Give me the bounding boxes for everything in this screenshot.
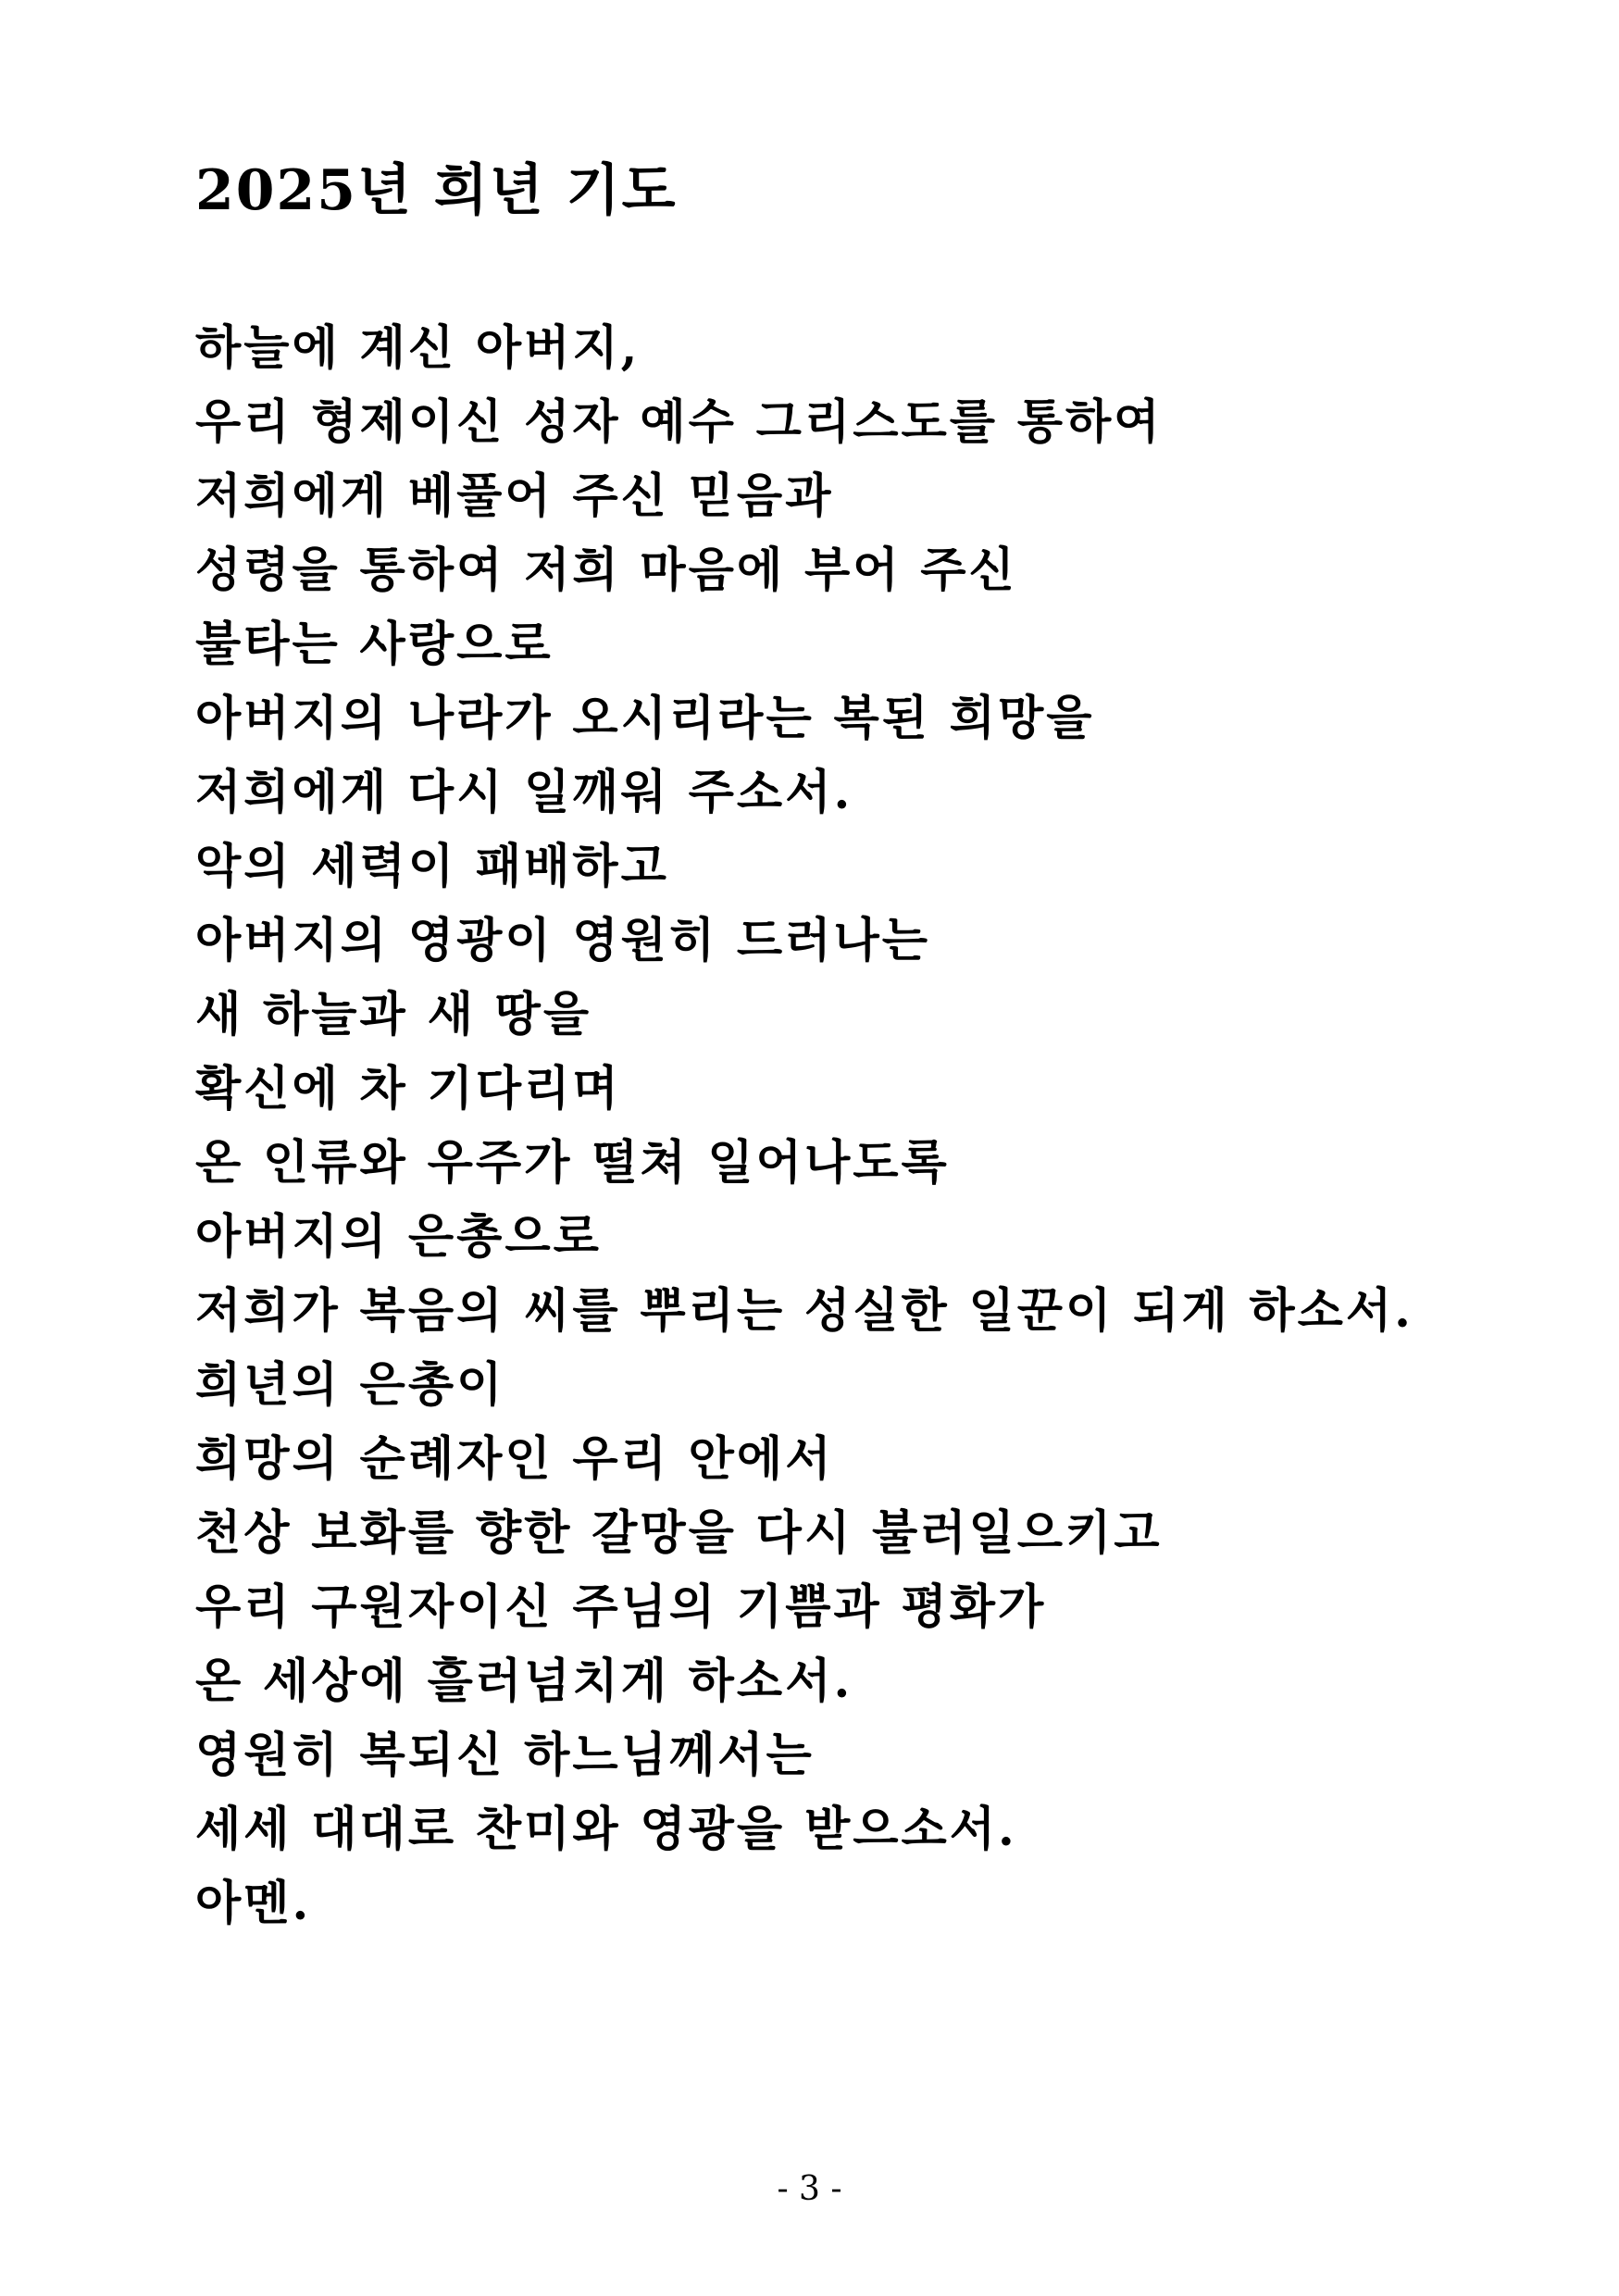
prayer-line: 새 하늘과 새 땅을 [195,987,592,1042]
prayer-line: 세세 대대로 찬미와 영광을 받으소서. [195,1802,1017,1857]
page-number: - 3 - [777,2170,842,2208]
prayer-line: 아멘. [195,1876,312,1931]
prayer-line: 천상 보화를 향한 갈망을 다시 불러일으키고 [195,1505,1163,1561]
prayer-line: 성령을 통하여 저희 마음에 부어 주신 [195,543,1017,598]
prayer-line: 아버지의 영광이 영원히 드러나는 [195,913,930,968]
prayer-line: 영원히 복되신 하느님께서는 [195,1728,815,1783]
prayer-line: 확신에 차 기다리며 [195,1061,621,1117]
prayer-line: 아버지의 나라가 오시리라는 복된 희망을 [195,691,1095,746]
prayer-line: 불타는 사랑으로 [195,617,554,672]
prayer-line: 우리 구원자이신 주님의 기쁨과 평화가 [195,1579,1047,1635]
prayer-line: 우리 형제이신 성자 예수 그리스도를 통하여 [195,394,1163,450]
prayer-line: 아버지의 은총으로 [195,1209,602,1265]
prayer-line: 희망의 순례자인 우리 안에서 [195,1431,834,1487]
prayer-line: 악의 세력이 패배하고 [195,839,669,894]
prayer-line: 희년의 은총이 [195,1357,505,1413]
prayer-line: 온 인류와 우주가 떨쳐 일어나도록 [195,1135,950,1191]
prayer-line: 저희에게 다시 일깨워 주소서. [195,765,853,820]
prayer-line: 온 세상에 흘러넘치게 하소서. [195,1653,853,1709]
prayer-line: 저희가 복음의 씨를 뿌리는 성실한 일꾼이 되게 하소서. [195,1283,1414,1339]
prayer-line: 하늘에 계신 아버지, [195,320,641,376]
prayer-line: 저희에게 베풀어 주신 믿음과 [195,468,834,524]
prayer-body [195,311,1414,1940]
prayer-title: 2025년 희년 기도 [195,158,678,223]
